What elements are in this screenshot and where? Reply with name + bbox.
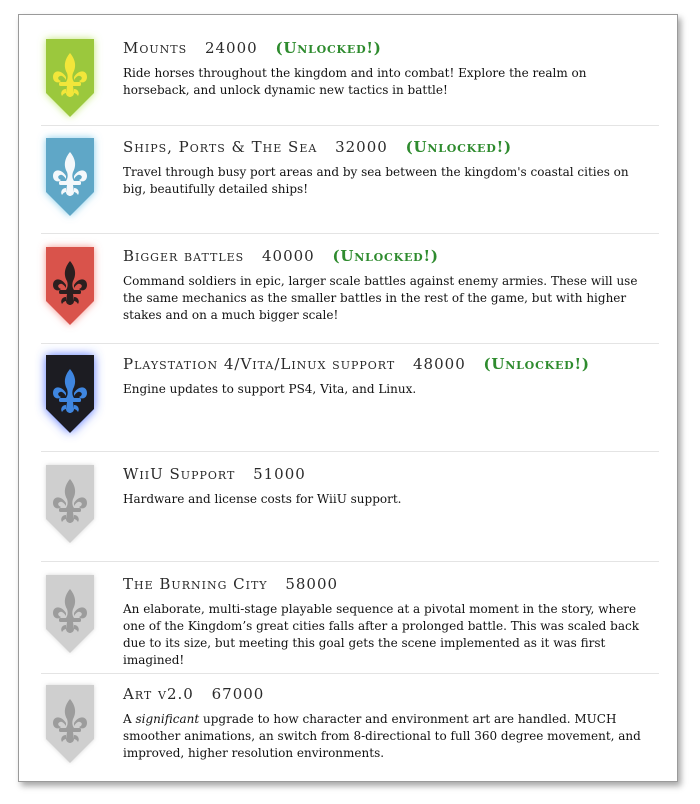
- unlocked-badge: (Unlocked!): [332, 247, 439, 265]
- divider: [41, 343, 659, 344]
- goal-name: WiiU Support: [123, 465, 236, 483]
- fleur-de-lis-icon: [41, 247, 99, 327]
- desc-text-end: upgrade to how character and environment art are handled. MUCH smoother animations, an switch from 8-directional to full 360 degree movement, and improved, higher resolution environments.: [123, 712, 641, 760]
- fleur-de-lis-icon: [41, 465, 99, 545]
- goal-art-v2: [19, 683, 677, 778]
- divider: [41, 673, 659, 674]
- fleur-de-lis-icon: [41, 685, 99, 765]
- goal-amount: 67000: [211, 685, 265, 703]
- fleur-de-lis-icon: [41, 355, 99, 435]
- goal-amount: 24000: [204, 39, 258, 57]
- goal-name: Bigger battles: [123, 247, 245, 265]
- goal-mounts: [19, 37, 677, 127]
- goal-name: The Burning City: [123, 575, 268, 593]
- divider: [41, 451, 659, 452]
- goal-description: Hardware and license costs for WiiU support.: [123, 492, 402, 506]
- goal-title: [123, 465, 657, 483]
- fleur-de-lis-icon: [41, 138, 99, 218]
- goal-description: [123, 711, 653, 762]
- goal-amount: 40000: [261, 247, 315, 265]
- goal-amount: 58000: [285, 575, 339, 593]
- goal-amount: 51000: [253, 465, 306, 483]
- goal-description: Ride horses throughout the kingdom and into combat! Explore the realm on horseback, and unlock dynamic new tactics in battle!: [123, 66, 587, 97]
- fleur-de-lis-icon: [41, 575, 99, 655]
- stretch-goals-panel: [18, 14, 678, 782]
- goal-bigger-battles: [19, 245, 677, 345]
- unlocked-badge: (Unlocked!): [483, 355, 590, 373]
- goal-description: Travel through busy port areas and by sea between the kingdom's coastal cities on big, beautifully detailed ships!: [123, 165, 629, 196]
- goal-title: [123, 39, 657, 57]
- goal-description: An elaborate, multi-stage playable sequence at a pivotal moment in the story, where one of the Kingdom’s great cities falls after a prolonged battle. This was scaled back due to its size, but meeting this goal gets the scene implemented as it was first imagined!: [123, 602, 639, 667]
- desc-emphasis: significant: [135, 712, 200, 726]
- goal-title: [123, 685, 657, 703]
- fleur-de-lis-icon: [41, 39, 99, 119]
- divider: [41, 561, 659, 562]
- goal-name: Playstation 4/Vita/Linux support: [123, 355, 396, 373]
- desc-text-start: A: [123, 712, 136, 726]
- unlocked-badge: (Unlocked!): [275, 39, 382, 57]
- goal-title: [123, 355, 657, 373]
- goal-ships-ports-sea: [19, 136, 677, 236]
- goal-title: [123, 575, 657, 593]
- goal-burning-city: [19, 573, 677, 673]
- goal-wiiu-support: [19, 463, 677, 563]
- goal-amount: 48000: [413, 355, 466, 373]
- goal-playstation-vita-linux: [19, 353, 677, 453]
- divider: [41, 233, 659, 234]
- goal-name: Ships, Ports & The Sea: [123, 138, 318, 156]
- goal-amount: 32000: [335, 138, 388, 156]
- unlocked-badge: (Unlocked!): [405, 138, 512, 156]
- goal-title: [123, 247, 657, 265]
- goal-name: Mounts: [123, 39, 188, 57]
- goal-title: [123, 138, 657, 156]
- goal-description: Engine updates to support PS4, Vita, and Linux.: [123, 382, 417, 396]
- goal-name: Art v2.0: [123, 685, 194, 703]
- goal-description: Command soldiers in epic, larger scale battles against enemy armies. These will use the same mechanics as the smaller battles in the rest of the game, but with higher stakes and on a much bigger scale!: [123, 274, 638, 322]
- divider: [41, 125, 659, 126]
